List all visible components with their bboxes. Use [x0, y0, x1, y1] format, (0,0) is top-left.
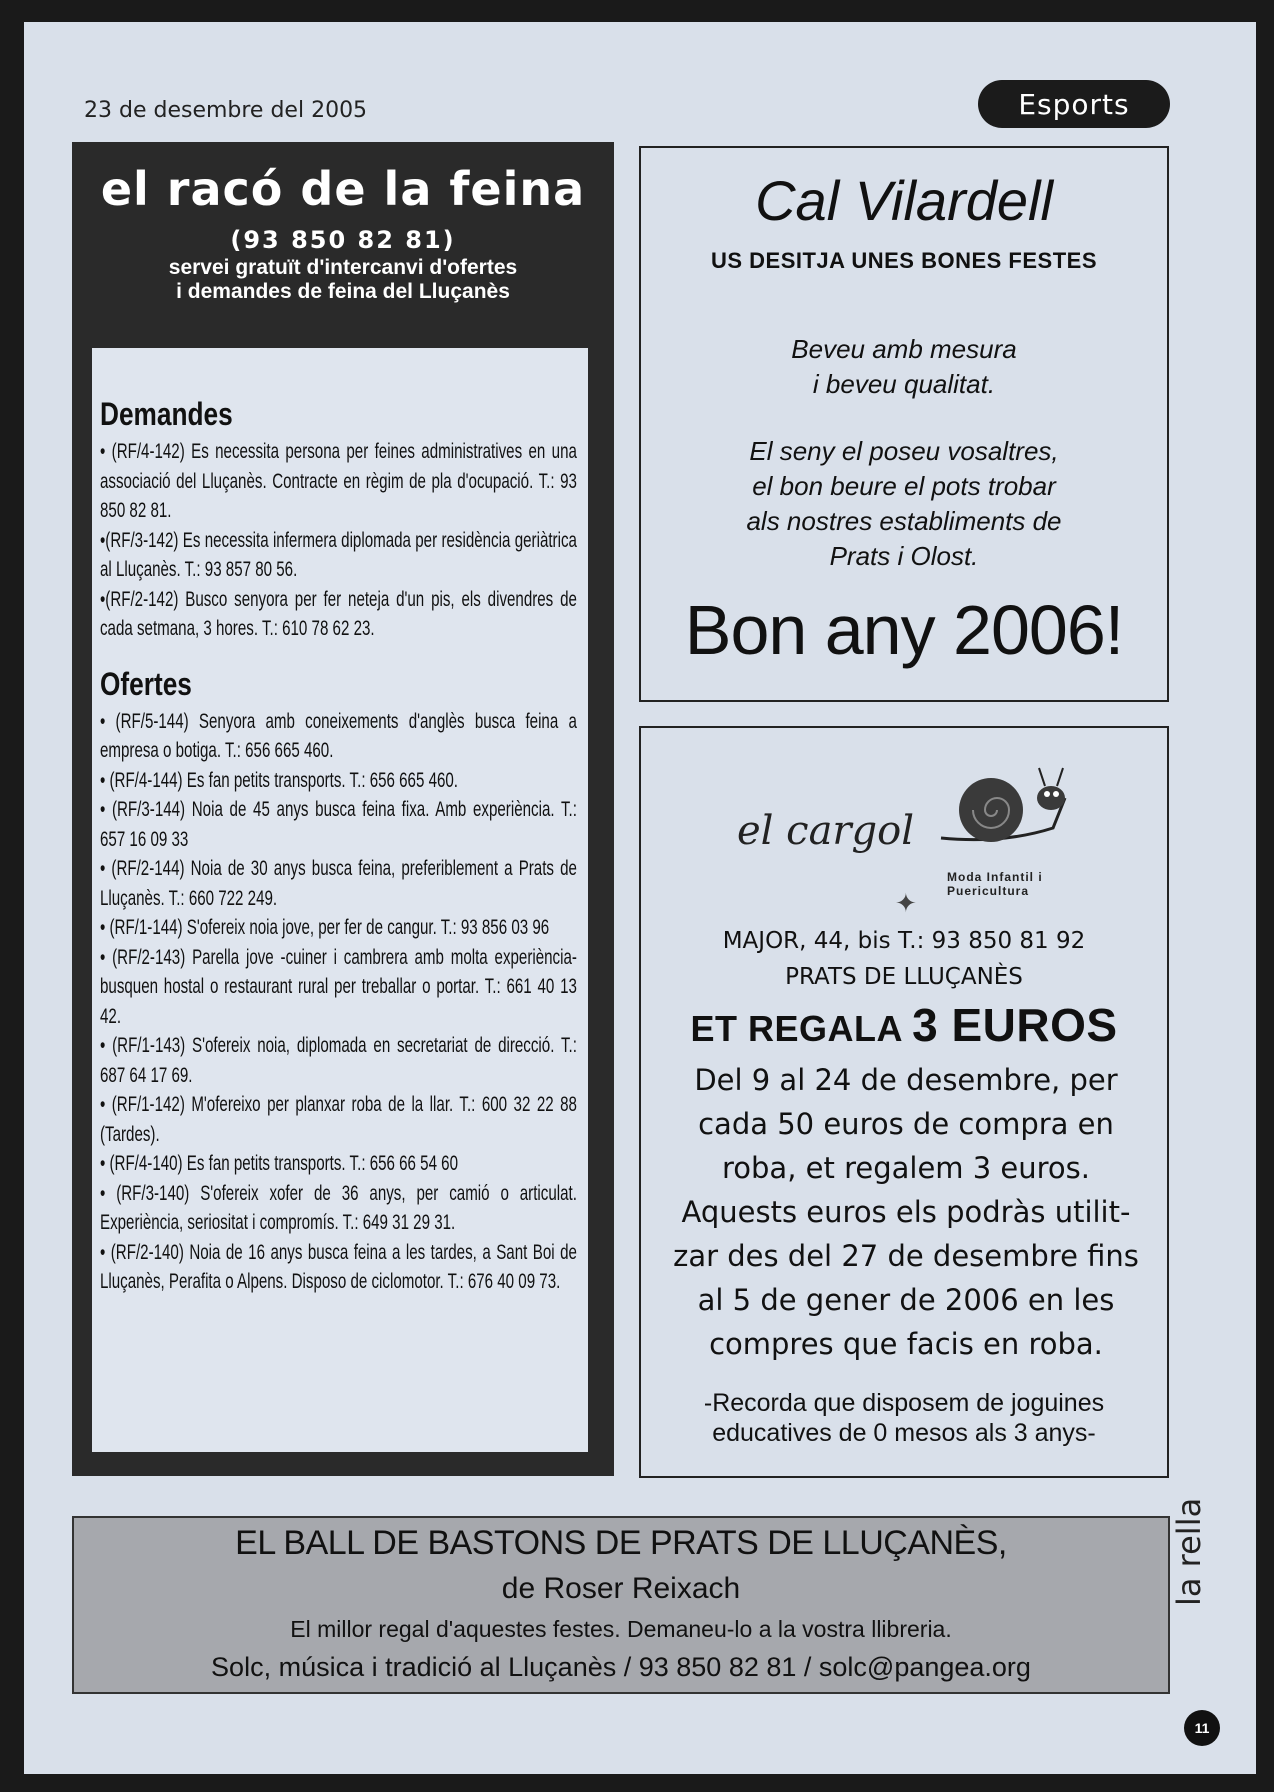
cal-vilardell-ad	[639, 146, 1169, 702]
tagline-line: Moda Infantil i	[947, 870, 1043, 884]
listing-item: • (RF/5-144) Senyora amb coneixements d'anglès busca feina a empresa o botiga. T.: 656 665 460.	[100, 709, 577, 762]
demandes-heading: Demandes	[100, 396, 233, 432]
promo-footnote	[641, 1388, 1167, 1448]
subtitle-line: servei gratuït d'intercanvi d'ofertes	[168, 256, 518, 279]
ofertes-heading: Ofertes	[100, 665, 192, 702]
headline-part: ET REGALA	[690, 1008, 913, 1049]
section-tab: Esports	[978, 80, 1170, 128]
listing-item: •(RF/3-142) Es necessita infermera diplomada per residència geriàtrica al Lluçanès. T.: 93 857 80 56.	[100, 528, 577, 581]
snail-icon	[933, 758, 1073, 848]
tagline-line: Puericultura	[947, 884, 1030, 898]
book-banner-ad	[72, 1516, 1170, 1694]
listing-item: •(RF/2-142) Busco senyora per fer neteja d'un pis, els divendres de cada setmana, 3 hores. T.: 610 78 62 23.	[100, 587, 577, 640]
job-board-title: el racó de la feina	[100, 162, 586, 216]
listing-item: • (RF/1-142) M'ofereixo per planxar roba de la llar. T.: 600 32 22 88 (Tardes).	[100, 1093, 577, 1146]
promo-headline	[641, 998, 1167, 1052]
logo-wordmark: el cargol	[737, 808, 915, 854]
ad-paragraph	[641, 434, 1167, 574]
ad-paragraph	[641, 332, 1167, 402]
headline-amount: 3 EUROS	[912, 999, 1118, 1051]
subtitle-line: i demandes de feina del Lluçanès	[176, 280, 510, 303]
listing-item: • (RF/2-144) Noia de 30 anys busca feina, preferiblement a Prats de Lluçanès. T.: 660 722 249.	[100, 857, 577, 910]
promo-line: compres que facis en roba.	[709, 1327, 1103, 1361]
ad-line: el bon beure el pots trobar	[752, 471, 1056, 501]
ad-line: El seny el poseu vosaltres,	[749, 436, 1059, 466]
promo-line: al 5 de gener de 2006 en les	[697, 1283, 1115, 1317]
listing-item: • (RF/4-144) Es fan petits transports. T.: 656 665 460.	[100, 768, 459, 792]
banner-author: de Roser Reixach	[501, 1572, 741, 1605]
listing-item: • (RF/4-140) Es fan petits transports. T.: 656 66 54 60	[100, 1152, 459, 1175]
star-icon: ✦	[895, 888, 917, 918]
listing-item: • (RF/1-144) S'ofereix noia jove, per fer de cangur. T.: 93 856 03 96	[100, 916, 550, 939]
page-number: 11	[1184, 1710, 1220, 1746]
ad-line: Prats i Olost.	[829, 541, 979, 571]
promo-line: roba, et regalem 3 euros.	[722, 1151, 1090, 1185]
banner-tagline: El millor regal d'aquestes festes. Demaneu-lo a la vostra llibreria.	[290, 1616, 952, 1642]
shop-town: PRATS DE LLUÇANÈS	[785, 964, 1023, 990]
ofertes-list	[100, 707, 577, 1297]
banner-title: EL BALL DE BASTONS DE PRATS DE LLUÇANÈS,	[235, 1524, 1007, 1562]
listing-item: • (RF/2-140) Noia de 16 anys busca feina a les tardes, a Sant Boi de Lluçanès, Perafita o Alpens. Disposo de ciclomotor. T.: 676 40 09 73.	[100, 1240, 577, 1293]
promo-body	[647, 1058, 1165, 1366]
logo-tagline	[947, 870, 1043, 898]
promo-line: Aquests euros els podràs utilit-	[681, 1195, 1131, 1229]
banner-contact: Solc, música i tradició al Lluçanès / 93 850 82 81 / solc@pangea.org	[211, 1652, 1031, 1682]
job-board-subtitle	[72, 256, 614, 304]
ad-greeting: Bon any 2006!	[684, 591, 1124, 669]
promo-line: cada 50 euros de compra en	[698, 1107, 1114, 1141]
ad-wish: US DESITJA UNES BONES FESTES	[710, 248, 1098, 273]
footnote-line: educatives de 0 mesos als 3 anys-	[712, 1419, 1096, 1447]
issue-date: 23 de desembre del 2005	[84, 98, 368, 123]
listings-box	[92, 348, 588, 1452]
listing-item: • (RF/2-143) Parella jove -cuiner i cambrera amb molta experiència- busquen hostal o restaurant rural per treballar o portar. T.: 661 40 13 42.	[100, 945, 577, 1028]
ad-line: i beveu qualitat.	[812, 369, 996, 399]
ad-line: als nostres establiments de	[746, 506, 1062, 536]
job-board-phone: (93 850 82 81)	[230, 226, 456, 254]
promo-line: Del 9 al 24 de desembre, per	[694, 1063, 1118, 1097]
ad-title: Cal Vilardell	[755, 169, 1053, 232]
footnote-line: -Recorda que disposem de joguines	[703, 1389, 1105, 1417]
shop-address: MAJOR, 44, bis T.: 93 850 81 92	[722, 928, 1086, 954]
listing-item: • (RF/3-140) S'ofereix xofer de 36 anys, per camió o articulat. Experiència, seriositat i compromís. T.: 649 31 29 31.	[100, 1181, 577, 1234]
demandes-list	[100, 437, 577, 644]
listing-item: • (RF/3-144) Noia de 45 anys busca feina fixa. Amb experiència. T.: 657 16 09 33	[100, 798, 577, 851]
listing-item: • (RF/1-143) S'ofereix noia, diplomada en secretariat de direcció. T.: 687 64 17 69.	[100, 1034, 577, 1087]
el-cargol-ad	[639, 726, 1169, 1478]
listing-item: • (RF/4-142) Es necessita persona per feines administratives en una associació del Lluçanès. Contracte en règim de pla d'ocupació. T.: 93 850 82 81.	[100, 440, 577, 522]
promo-line: zar des del 27 de desembre fins	[673, 1239, 1139, 1273]
el-cargol-logo	[737, 758, 1077, 898]
ad-line: Beveu amb mesura	[791, 334, 1017, 364]
publication-masthead: la rella	[1170, 1497, 1208, 1606]
job-board	[72, 142, 614, 1476]
